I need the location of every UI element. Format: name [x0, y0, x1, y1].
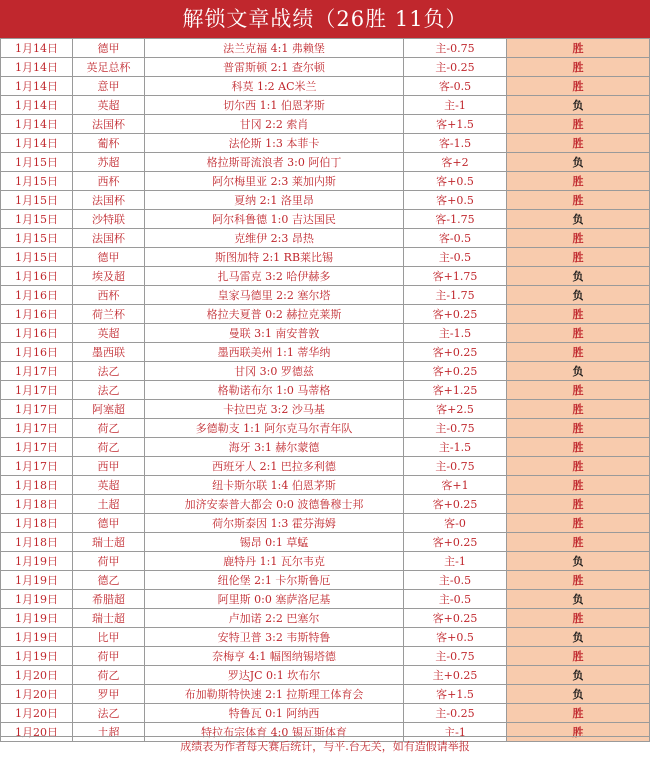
match-cell: 海牙 3:1 赫尔蒙德	[145, 438, 404, 457]
league-cell: 西杯	[73, 172, 145, 191]
table-row	[1, 476, 650, 495]
handicap-cell: 客+1	[404, 476, 507, 495]
league-cell: 墨西联	[73, 343, 145, 362]
table-row	[1, 419, 650, 438]
league-cell: 荷甲	[73, 552, 145, 571]
table-row	[1, 58, 650, 77]
result-cell: 负	[507, 628, 650, 647]
date-cell: 1月14日	[1, 58, 73, 77]
page-title: 解锁文章战绩（26胜 11负）	[0, 0, 650, 38]
match-cell: 科莫 1:2 AC米兰	[145, 77, 404, 96]
league-cell: 瑞士超	[73, 533, 145, 552]
date-cell: 1月17日	[1, 419, 73, 438]
result-cell: 胜	[507, 514, 650, 533]
handicap-cell: 主-1	[404, 723, 507, 742]
table-row	[1, 704, 650, 723]
result-cell: 胜	[507, 533, 650, 552]
handicap-cell: 主-1.5	[404, 438, 507, 457]
date-cell: 1月17日	[1, 457, 73, 476]
league-cell: 希腊超	[73, 590, 145, 609]
match-cell: 罗达JC 0:1 坎布尔	[145, 666, 404, 685]
date-cell: 1月15日	[1, 248, 73, 267]
match-cell: 安特卫普 3:2 韦斯特鲁	[145, 628, 404, 647]
handicap-cell: 客+0.5	[404, 191, 507, 210]
league-cell: 埃及超	[73, 267, 145, 286]
date-cell: 1月20日	[1, 685, 73, 704]
result-cell: 负	[507, 685, 650, 704]
handicap-cell: 主-1.5	[404, 324, 507, 343]
match-cell: 克维伊 2:3 昂热	[145, 229, 404, 248]
match-cell: 甘冈 2:2 索肖	[145, 115, 404, 134]
match-cell: 格勒诺布尔 1:0 马蒂格	[145, 381, 404, 400]
date-cell: 1月20日	[1, 666, 73, 685]
league-cell: 沙特联	[73, 210, 145, 229]
table-row	[1, 438, 650, 457]
table-row	[1, 134, 650, 153]
result-cell: 负	[507, 286, 650, 305]
date-cell: 1月19日	[1, 552, 73, 571]
handicap-cell: 主-0.5	[404, 248, 507, 267]
handicap-cell: 客+0.5	[404, 628, 507, 647]
date-cell: 1月19日	[1, 609, 73, 628]
league-cell: 荷兰杯	[73, 305, 145, 324]
result-cell: 胜	[507, 400, 650, 419]
match-cell: 甘冈 3:0 罗德兹	[145, 362, 404, 381]
date-cell: 1月18日	[1, 495, 73, 514]
date-cell: 1月19日	[1, 647, 73, 666]
table-row	[1, 552, 650, 571]
handicap-cell: 主-0.25	[404, 58, 507, 77]
date-cell: 1月14日	[1, 39, 73, 58]
table-row	[1, 343, 650, 362]
table-row	[1, 362, 650, 381]
date-cell: 1月16日	[1, 324, 73, 343]
handicap-cell: 客+0.25	[404, 362, 507, 381]
date-cell: 1月15日	[1, 210, 73, 229]
result-cell: 胜	[507, 324, 650, 343]
date-cell: 1月18日	[1, 514, 73, 533]
date-cell: 1月14日	[1, 115, 73, 134]
date-cell: 1月15日	[1, 153, 73, 172]
handicap-cell: 主-1	[404, 552, 507, 571]
handicap-cell: 客+0.25	[404, 609, 507, 628]
match-cell: 鹿特丹 1:1 瓦尔韦克	[145, 552, 404, 571]
match-cell: 法伦斯 1:3 本菲卡	[145, 134, 404, 153]
league-cell: 阿塞超	[73, 400, 145, 419]
table-row	[1, 590, 650, 609]
table-row	[1, 324, 650, 343]
date-cell: 1月14日	[1, 134, 73, 153]
league-cell: 德甲	[73, 248, 145, 267]
match-cell: 切尔西 1:1 伯恩茅斯	[145, 96, 404, 115]
league-cell: 法乙	[73, 704, 145, 723]
league-cell: 土超	[73, 723, 145, 742]
league-cell: 法乙	[73, 381, 145, 400]
handicap-cell: 主-0.5	[404, 571, 507, 590]
date-cell: 1月16日	[1, 343, 73, 362]
table-row	[1, 39, 650, 58]
result-cell: 胜	[507, 647, 650, 666]
result-cell: 负	[507, 153, 650, 172]
handicap-cell: 客+0.5	[404, 172, 507, 191]
date-cell: 1月17日	[1, 400, 73, 419]
table-row	[1, 400, 650, 419]
match-cell: 荷尔斯泰因 1:3 霍芬海姆	[145, 514, 404, 533]
table-row	[1, 286, 650, 305]
league-cell: 德甲	[73, 514, 145, 533]
date-cell: 1月17日	[1, 381, 73, 400]
league-cell: 苏超	[73, 153, 145, 172]
table-row	[1, 514, 650, 533]
result-cell: 胜	[507, 438, 650, 457]
handicap-cell: 客-1.5	[404, 134, 507, 153]
date-cell: 1月19日	[1, 590, 73, 609]
table-row	[1, 96, 650, 115]
table-row	[1, 571, 650, 590]
match-cell: 加济安泰普大都会 0:0 波德鲁穆士邦	[145, 495, 404, 514]
league-cell: 英足总杯	[73, 58, 145, 77]
match-cell: 格拉斯哥流浪者 3:0 阿伯丁	[145, 153, 404, 172]
result-cell: 胜	[507, 248, 650, 267]
table-row	[1, 77, 650, 96]
result-cell: 胜	[507, 305, 650, 324]
date-cell: 1月20日	[1, 704, 73, 723]
table-row	[1, 191, 650, 210]
date-cell: 1月14日	[1, 96, 73, 115]
table-row	[1, 628, 650, 647]
result-cell: 胜	[507, 381, 650, 400]
league-cell: 法国杯	[73, 191, 145, 210]
result-cell: 负	[507, 666, 650, 685]
handicap-cell: 主-0.75	[404, 419, 507, 438]
league-cell: 英超	[73, 96, 145, 115]
handicap-cell: 主-1	[404, 96, 507, 115]
date-cell: 1月15日	[1, 229, 73, 248]
handicap-cell: 主-0.75	[404, 39, 507, 58]
league-cell: 德甲	[73, 39, 145, 58]
table-row	[1, 533, 650, 552]
results-table	[0, 38, 650, 742]
results-table-body	[1, 39, 650, 742]
handicap-cell: 客+0.25	[404, 533, 507, 552]
result-cell: 胜	[507, 419, 650, 438]
league-cell: 英超	[73, 324, 145, 343]
result-cell: 胜	[507, 723, 650, 742]
league-cell: 法国杯	[73, 229, 145, 248]
date-cell: 1月14日	[1, 77, 73, 96]
table-row	[1, 115, 650, 134]
date-cell: 1月18日	[1, 533, 73, 552]
league-cell: 荷甲	[73, 647, 145, 666]
match-cell: 卢加诺 2:2 巴塞尔	[145, 609, 404, 628]
league-cell: 西甲	[73, 457, 145, 476]
result-cell: 胜	[507, 457, 650, 476]
date-cell: 1月18日	[1, 476, 73, 495]
league-cell: 葡杯	[73, 134, 145, 153]
handicap-cell: 主+0.25	[404, 666, 507, 685]
table-row	[1, 609, 650, 628]
match-cell: 卡拉巴克 3:2 沙马基	[145, 400, 404, 419]
result-cell: 胜	[507, 571, 650, 590]
handicap-cell: 客+1.5	[404, 115, 507, 134]
match-cell: 阿里斯 0:0 塞萨洛尼基	[145, 590, 404, 609]
match-cell: 奈梅亨 4:1 幅图纳锡塔德	[145, 647, 404, 666]
result-cell: 胜	[507, 343, 650, 362]
handicap-cell: 客-0.5	[404, 229, 507, 248]
match-cell: 多德勒支 1:1 阿尔克马尔青年队	[145, 419, 404, 438]
date-cell: 1月17日	[1, 362, 73, 381]
date-cell: 1月16日	[1, 267, 73, 286]
result-cell: 胜	[507, 704, 650, 723]
footer-note: 成绩表为作者每天赛后统计，与平.台无关，如有造假请举报	[0, 736, 650, 757]
match-cell: 特拉布宗体育 4:0 锡瓦斯体育	[145, 723, 404, 742]
league-cell: 法国杯	[73, 115, 145, 134]
handicap-cell: 主-1.75	[404, 286, 507, 305]
result-cell: 负	[507, 267, 650, 286]
result-cell: 胜	[507, 58, 650, 77]
result-cell: 胜	[507, 476, 650, 495]
league-cell: 土超	[73, 495, 145, 514]
match-cell: 纽卡斯尔联 1:4 伯恩茅斯	[145, 476, 404, 495]
date-cell: 1月19日	[1, 628, 73, 647]
result-cell: 胜	[507, 39, 650, 58]
league-cell: 英超	[73, 476, 145, 495]
league-cell: 瑞士超	[73, 609, 145, 628]
league-cell: 法乙	[73, 362, 145, 381]
table-row	[1, 229, 650, 248]
date-cell: 1月15日	[1, 172, 73, 191]
table-row	[1, 248, 650, 267]
handicap-cell: 客+0.25	[404, 495, 507, 514]
league-cell: 比甲	[73, 628, 145, 647]
match-cell: 特鲁瓦 0:1 阿纳西	[145, 704, 404, 723]
match-cell: 格拉夫夏普 0:2 赫拉克莱斯	[145, 305, 404, 324]
handicap-cell: 客-0	[404, 514, 507, 533]
table-row	[1, 666, 650, 685]
handicap-cell: 主-0.75	[404, 457, 507, 476]
match-cell: 墨西联美州 1:1 蒂华纳	[145, 343, 404, 362]
league-cell: 西杯	[73, 286, 145, 305]
match-cell: 曼联 3:1 南安普敦	[145, 324, 404, 343]
match-cell: 锡昂 0:1 草蜢	[145, 533, 404, 552]
handicap-cell: 客+2	[404, 153, 507, 172]
result-cell: 胜	[507, 495, 650, 514]
match-cell: 纽伦堡 2:1 卡尔斯鲁厄	[145, 571, 404, 590]
result-cell: 胜	[507, 115, 650, 134]
handicap-cell: 客+1.25	[404, 381, 507, 400]
table-row	[1, 381, 650, 400]
table-row	[1, 172, 650, 191]
match-cell: 法兰克福 4:1 弗赖堡	[145, 39, 404, 58]
league-cell: 荷乙	[73, 419, 145, 438]
handicap-cell: 客-1.75	[404, 210, 507, 229]
result-cell: 胜	[507, 191, 650, 210]
table-row	[1, 647, 650, 666]
match-cell: 西班牙人 2:1 巴拉多利德	[145, 457, 404, 476]
table-row	[1, 457, 650, 476]
match-cell: 布加勒斯特快速 2:1 拉斯理工体育会	[145, 685, 404, 704]
date-cell: 1月16日	[1, 305, 73, 324]
date-cell: 1月15日	[1, 191, 73, 210]
handicap-cell: 主-0.5	[404, 590, 507, 609]
result-cell: 负	[507, 552, 650, 571]
match-cell: 普雷斯顿 2:1 查尔顿	[145, 58, 404, 77]
result-cell: 负	[507, 590, 650, 609]
match-cell: 阿尔科鲁德 1:0 吉达国民	[145, 210, 404, 229]
league-cell: 荷乙	[73, 666, 145, 685]
league-cell: 德乙	[73, 571, 145, 590]
date-cell: 1月17日	[1, 438, 73, 457]
handicap-cell: 主-0.25	[404, 704, 507, 723]
result-cell: 胜	[507, 609, 650, 628]
match-cell: 阿尔梅里亚 2:3 莱加内斯	[145, 172, 404, 191]
league-cell: 罗甲	[73, 685, 145, 704]
handicap-cell: 主-0.75	[404, 647, 507, 666]
handicap-cell: 客+1.5	[404, 685, 507, 704]
handicap-cell: 客+1.75	[404, 267, 507, 286]
league-cell: 荷乙	[73, 438, 145, 457]
match-cell: 斯图加特 2:1 RB莱比锡	[145, 248, 404, 267]
date-cell: 1月19日	[1, 571, 73, 590]
handicap-cell: 客+0.25	[404, 305, 507, 324]
handicap-cell: 客-0.5	[404, 77, 507, 96]
handicap-cell: 客+0.25	[404, 343, 507, 362]
result-cell: 负	[507, 210, 650, 229]
match-cell: 扎马雷克 3:2 哈伊赫多	[145, 267, 404, 286]
result-cell: 胜	[507, 172, 650, 191]
league-cell: 意甲	[73, 77, 145, 96]
result-cell: 负	[507, 96, 650, 115]
result-cell: 胜	[507, 77, 650, 96]
date-cell: 1月16日	[1, 286, 73, 305]
result-cell: 胜	[507, 229, 650, 248]
result-cell: 负	[507, 362, 650, 381]
table-row	[1, 267, 650, 286]
match-cell: 皇家马德里 2:2 塞尔塔	[145, 286, 404, 305]
date-cell: 1月20日	[1, 723, 73, 742]
result-cell: 胜	[507, 134, 650, 153]
table-row	[1, 153, 650, 172]
table-row	[1, 495, 650, 514]
match-cell: 夏纳 2:1 洛里昂	[145, 191, 404, 210]
table-row	[1, 305, 650, 324]
handicap-cell: 客+2.5	[404, 400, 507, 419]
table-row	[1, 685, 650, 704]
table-row	[1, 210, 650, 229]
